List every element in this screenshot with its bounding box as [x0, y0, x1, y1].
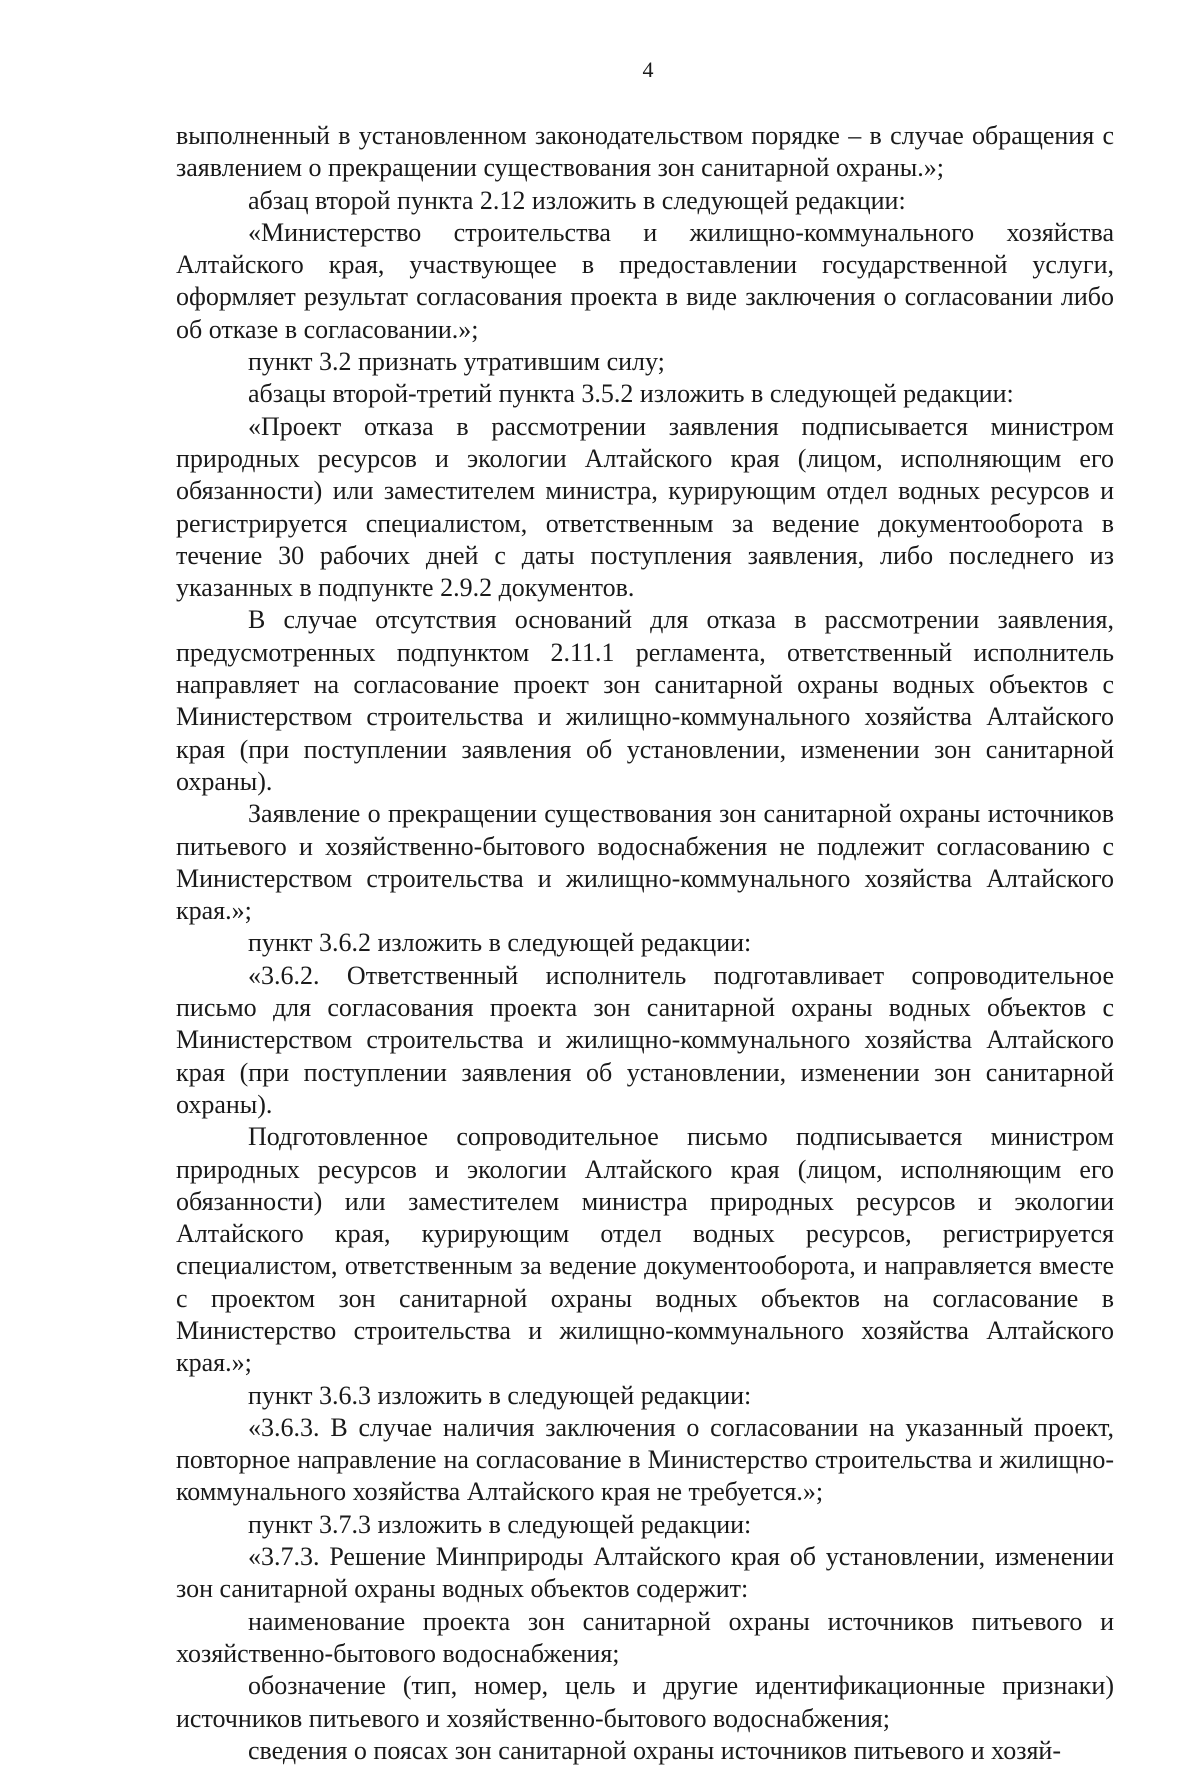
paragraph: выполненный в установленном законодательством порядке – в случае обращения с заявлением о прекращении существования зон санитарной охраны.»; [176, 121, 1114, 183]
paragraph: В случае отсутствия оснований для отказа в рассмотрении заявления, предусмотренных подпунктом 2.11.1 регламента, ответственный исполнитель направляет на согласование проект зон санитарной охраны водных объектов с Министерством строительства и жилищно-коммунального хозяйства Алтайского края (при поступлении заявления об установлении, изменении зон санитарной охраны). [176, 605, 1114, 796]
paragraph: «Министерство строительства и жилищно-коммунального хозяйства Алтайского края, участвующее в предоставлении государственной услуги, оформляет результат согласования проекта в виде заключения о согласовании либо об отказе в согласовании.»; [176, 217, 1114, 344]
paragraph: Заявление о прекращении существования зон санитарной охраны источников питьевого и хозяйственно-бытового водоснабжения не подлежит согласованию с Министерством строительства и жилищно-коммунального хозяйства Алтайского края.»; [176, 799, 1114, 926]
page-number: 4 [642, 57, 654, 82]
paragraph: Подготовленное сопроводительное письмо подписывается министром природных ресурсов и экологии Алтайского края (лицом, исполняющим его обязанности) или заместителем министра природных ресурсов и экологии Алтайского края, курирующим отдел водных ресурсов, регистрируется специалистом, ответственным за ведение документооборота, и направляется вместе с проектом зон санитарной охраны водных объектов на согласование в Министерство строительства и жилищно-коммунального хозяйства Алтайского края.»; [176, 1122, 1114, 1378]
paragraph: пункт 3.7.3 изложить в следующей редакции: [248, 1509, 752, 1539]
document-body [176, 120, 1114, 1767]
paragraph: пункт 3.2 признать утратившим силу; [248, 347, 665, 377]
paragraph: пункт 3.6.2 изложить в следующей редакции: [248, 928, 752, 958]
paragraph: «3.6.3. В случае наличия заключения о согласовании на указанный проект, повторное направление на согласование в Министерство строительства и жилищно-коммунального хозяйства Алтайского края не требуется.»; [176, 1412, 1114, 1507]
paragraph: абзац второй пункта 2.12 изложить в следующей редакции: [248, 185, 906, 215]
paragraph: сведения о поясах зон санитарной охраны источников питьевого и хозяй- [248, 1735, 1061, 1765]
paragraph: наименование проекта зон санитарной охраны источников питьевого и хозяйственно-бытового водоснабжения; [176, 1606, 1114, 1668]
paragraph: обозначение (тип, номер, цель и другие идентификационные признаки) источников питьевого и хозяйственно-бытового водоснабжения; [176, 1671, 1114, 1733]
paragraph: абзацы второй-третий пункта 3.5.2 изложить в следующей редакции: [248, 379, 1014, 409]
paragraph: «3.6.2. Ответственный исполнитель подготавливает сопроводительное письмо для согласования проекта зон санитарной охраны водных объектов с Министерством строительства и жилищно-коммунального хозяйства Алтайского края (при поступлении заявления об установлении, изменении зон санитарной охраны). [176, 960, 1114, 1119]
paragraph: «3.7.3. Решение Минприроды Алтайского края об установлении, изменении зон санитарной охраны водных объектов содержит: [176, 1542, 1114, 1604]
paragraph: «Проект отказа в рассмотрении заявления подписывается министром природных ресурсов и экологии Алтайского края (лицом, исполняющим его обязанности) или заместителем министра, курирующим отдел водных ресурсов и регистрируется специалистом, ответственным за ведение документооборота в течение 30 рабочих дней с даты поступления заявления, либо последнего из указанных в подпункте 2.9.2 документов. [176, 411, 1114, 603]
paragraph: пункт 3.6.3 изложить в следующей редакции: [248, 1380, 752, 1410]
